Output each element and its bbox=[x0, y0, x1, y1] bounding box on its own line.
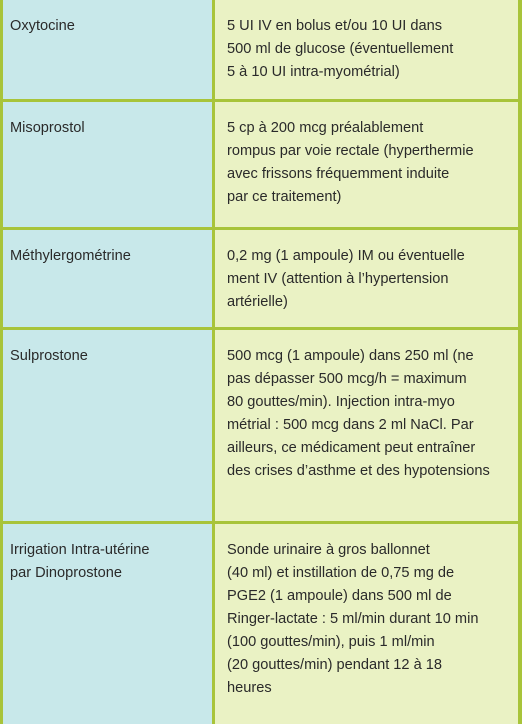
dosage-line: pas dépasser 500 mcg/h = maximum bbox=[227, 368, 516, 391]
dosage-line: (40 ml) et instillation de 0,75 mg de bbox=[227, 562, 516, 585]
table-row bbox=[2, 229, 521, 329]
dosage-line: 0,2 mg (1 ampoule) IM ou éventuelle bbox=[227, 245, 516, 268]
table-row bbox=[2, 523, 521, 724]
drug-cell bbox=[2, 329, 214, 523]
dosage-line: Sonde urinaire à gros ballonnet bbox=[227, 539, 516, 562]
dosage-line: (20 gouttes/min) pendant 12 à 18 bbox=[227, 654, 516, 677]
drug-name-line: par Dinoprostone bbox=[10, 562, 206, 585]
dosage-line: avec frissons fréquemment induite bbox=[227, 163, 516, 186]
dosage-line: artérielle) bbox=[227, 291, 516, 314]
dosage-line: 5 UI IV en bolus et/ou 10 UI dans bbox=[227, 15, 516, 38]
dosage-line: 80 gouttes/min). Injection intra-myo bbox=[227, 391, 516, 414]
drug-name: Méthylergométrine bbox=[10, 245, 206, 268]
dosage-line: rompus par voie rectale (hyperthermie bbox=[227, 140, 516, 163]
dosage-cell bbox=[214, 101, 521, 229]
drug-name: Sulprostone bbox=[10, 345, 206, 368]
table-row bbox=[2, 0, 521, 101]
drug-cell bbox=[2, 523, 214, 724]
dosage-line: métrial : 500 mcg dans 2 ml NaCl. Par bbox=[227, 414, 516, 437]
dosage-line: Ringer-lactate : 5 ml/min durant 10 min bbox=[227, 608, 516, 631]
dosage-cell bbox=[214, 329, 521, 523]
drug-name-line: Irrigation Intra-utérine bbox=[10, 539, 206, 562]
dosage-line: 500 ml de glucose (éventuellement bbox=[227, 38, 516, 61]
drug-name: Oxytocine bbox=[10, 15, 206, 38]
dosage-cell bbox=[214, 0, 521, 101]
dosage-line: PGE2 (1 ampoule) dans 500 ml de bbox=[227, 585, 516, 608]
dosage-line: 5 cp à 200 mcg préalablement bbox=[227, 117, 516, 140]
drug-name: Misoprostol bbox=[10, 117, 206, 140]
dosage-line: 5 à 10 UI intra-myométrial) bbox=[227, 61, 516, 84]
dosage-line: des crises d’asthme et des hypotensions bbox=[227, 460, 516, 483]
drug-cell bbox=[2, 101, 214, 229]
dosage-line: par ce traitement) bbox=[227, 186, 516, 209]
dosage-line: (100 gouttes/min), puis 1 ml/min bbox=[227, 631, 516, 654]
dosage-cell bbox=[214, 523, 521, 724]
drug-cell bbox=[2, 0, 214, 101]
dosage-line: 500 mcg (1 ampoule) dans 250 ml (ne bbox=[227, 345, 516, 368]
dosage-line: heures bbox=[227, 677, 516, 700]
drug-cell bbox=[2, 229, 214, 329]
table-row bbox=[2, 101, 521, 229]
dosage-line: ment IV (attention à l’hypertension bbox=[227, 268, 516, 291]
dosage-line: ailleurs, ce médicament peut entraîner bbox=[227, 437, 516, 460]
dosage-cell bbox=[214, 229, 521, 329]
table-row bbox=[2, 329, 521, 523]
